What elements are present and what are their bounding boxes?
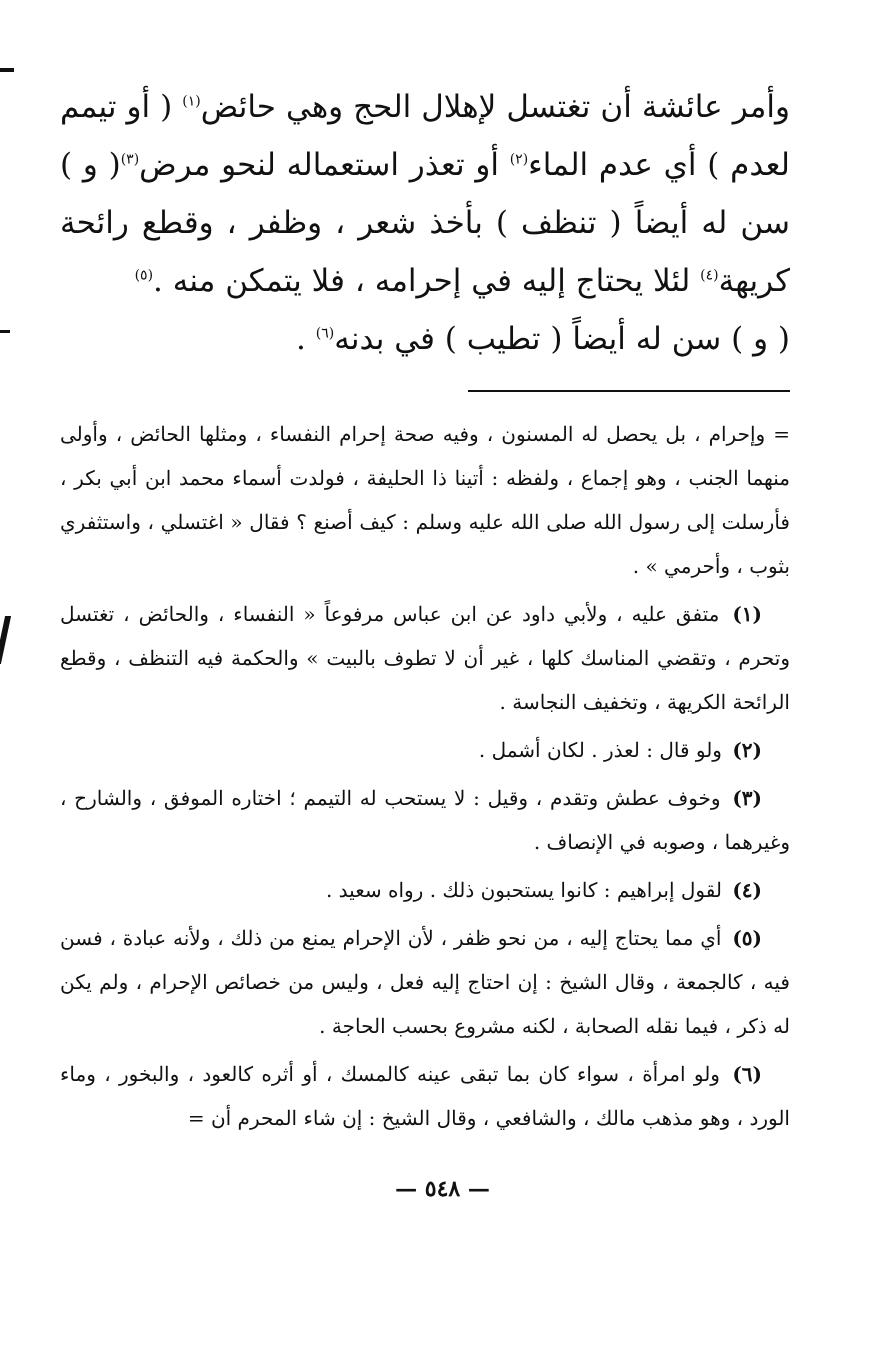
footnote-text: = وإحرام ، بل يحصل له المسنون ، وفيه صحة إحرام النفساء ، ومثلها الحائض ، وأولى منهما الجنب ، وهو إجماع ، ولفظه : أتينا ذا الحليفة ، فولدت أسماء محمد ابن أبي بكر ، فأرسلت إلى رسول الله صلى الله عليه وسلم : كيف أصنع ؟ فقال « اغتسلي ، واستثفري بثوب ، وأحرمي » . bbox=[60, 422, 790, 578]
scan-mark-top bbox=[0, 68, 14, 72]
main-text-line-1b: ( أو تيمم لعدم ) أي عدم الماء bbox=[60, 89, 791, 183]
footnote-text: لقول إبراهيم : كانوا يستحبون ذلك . رواه سعيد . bbox=[325, 878, 722, 902]
scan-mark-middle bbox=[0, 330, 10, 333]
footnote-text: أي مما يحتاج إليه ، من نحو ظفر ، لأن الإحرام يمنع من ذلك ، ولأنه عبادة ، فسن فيه ، كالجمعة ، وقال الشيخ : إن احتاج إليه فعل ، وليس من خصائص الإحرام ، ولم يكن له ذكر ، فيما نقله الصحابة ، لكنه مشروع بحسب الحاجة . bbox=[60, 926, 790, 1038]
footnote-ref-2[interactable]: (٢) bbox=[509, 151, 529, 168]
main-text-line-4: لئلا يحتاج إليه في إحرامه ، فلا يتمكن منه . bbox=[153, 263, 701, 299]
main-text bbox=[60, 78, 790, 368]
footnote-ref-5[interactable]: (٥) bbox=[134, 267, 154, 284]
footnote-continuation bbox=[60, 412, 790, 588]
footnote-number: (٤) bbox=[732, 878, 762, 902]
footnote-3 bbox=[60, 776, 790, 864]
scan-mark-lower bbox=[0, 616, 11, 664]
main-text-line-1: وأمر عائشة أن تغتسل لإهلال الحج وهي حائض bbox=[200, 89, 790, 125]
footnote-ref-3[interactable]: (٣) bbox=[120, 151, 140, 168]
footnote-5 bbox=[60, 916, 790, 1048]
footnote-4 bbox=[60, 868, 790, 912]
main-text-line-5: ( و ) سن له أيضاً ( تطيب ) في بدنه bbox=[334, 321, 790, 357]
footnote-1 bbox=[60, 592, 790, 724]
footnote-text: ولو قال : لعذر . لكان أشمل . bbox=[478, 738, 722, 762]
main-text-line-3: ( و ) سن له أيضاً ( تنظف ) بأخذ شعر ، وظفر ، وقطع رائحة كريهة bbox=[60, 147, 790, 299]
footnote-2 bbox=[60, 728, 790, 772]
footnote-number: (٥) bbox=[732, 926, 763, 950]
footnote-text: متفق عليه ، ولأبي داود عن ابن عباس مرفوعاً « النفساء ، والحائض ، تغتسل وتحرم ، وتقضي المناسك كلها ، غير أن لا تطوف بالبيت » والحكمة فيه التنظف ، وقطع الرائحة الكريهة ، وتخفيف النجاسة . bbox=[60, 602, 790, 714]
page-number: — ٥٤٨ — bbox=[395, 1176, 490, 1202]
footnote-separator bbox=[468, 390, 790, 392]
footnote-ref-4[interactable]: (٤) bbox=[700, 267, 719, 284]
footnote-6 bbox=[60, 1052, 790, 1140]
footnote-ref-6[interactable]: (٦) bbox=[315, 325, 335, 342]
footnote-number: (٢) bbox=[732, 738, 762, 762]
main-text-line-2: أو تعذر استعماله لنحو مرض bbox=[139, 147, 510, 183]
footnote-ref-1[interactable]: (١) bbox=[182, 93, 201, 110]
footnotes bbox=[60, 412, 790, 1140]
footnote-number: (٣) bbox=[732, 786, 762, 810]
footnote-text: وخوف عطش وتقدم ، وقيل : لا يستحب له التيمم ؛ اختاره الموفق ، والشارح ، وغيرهما ، وصوبه في الإنصاف . bbox=[60, 786, 790, 854]
main-text-line-6: . bbox=[296, 321, 316, 357]
footnote-text: ولو امرأة ، سواء كان بما تبقى عينه كالمسك ، أو أثره كالعود ، والبخور ، وماء الورد ، وهو مذهب مالك ، والشافعي ، وقال الشيخ : إن شاء المحرم أن = bbox=[60, 1062, 790, 1130]
footnote-number: (١) bbox=[732, 602, 763, 626]
footnote-number: (٦) bbox=[732, 1062, 762, 1086]
page-content bbox=[60, 78, 790, 1144]
